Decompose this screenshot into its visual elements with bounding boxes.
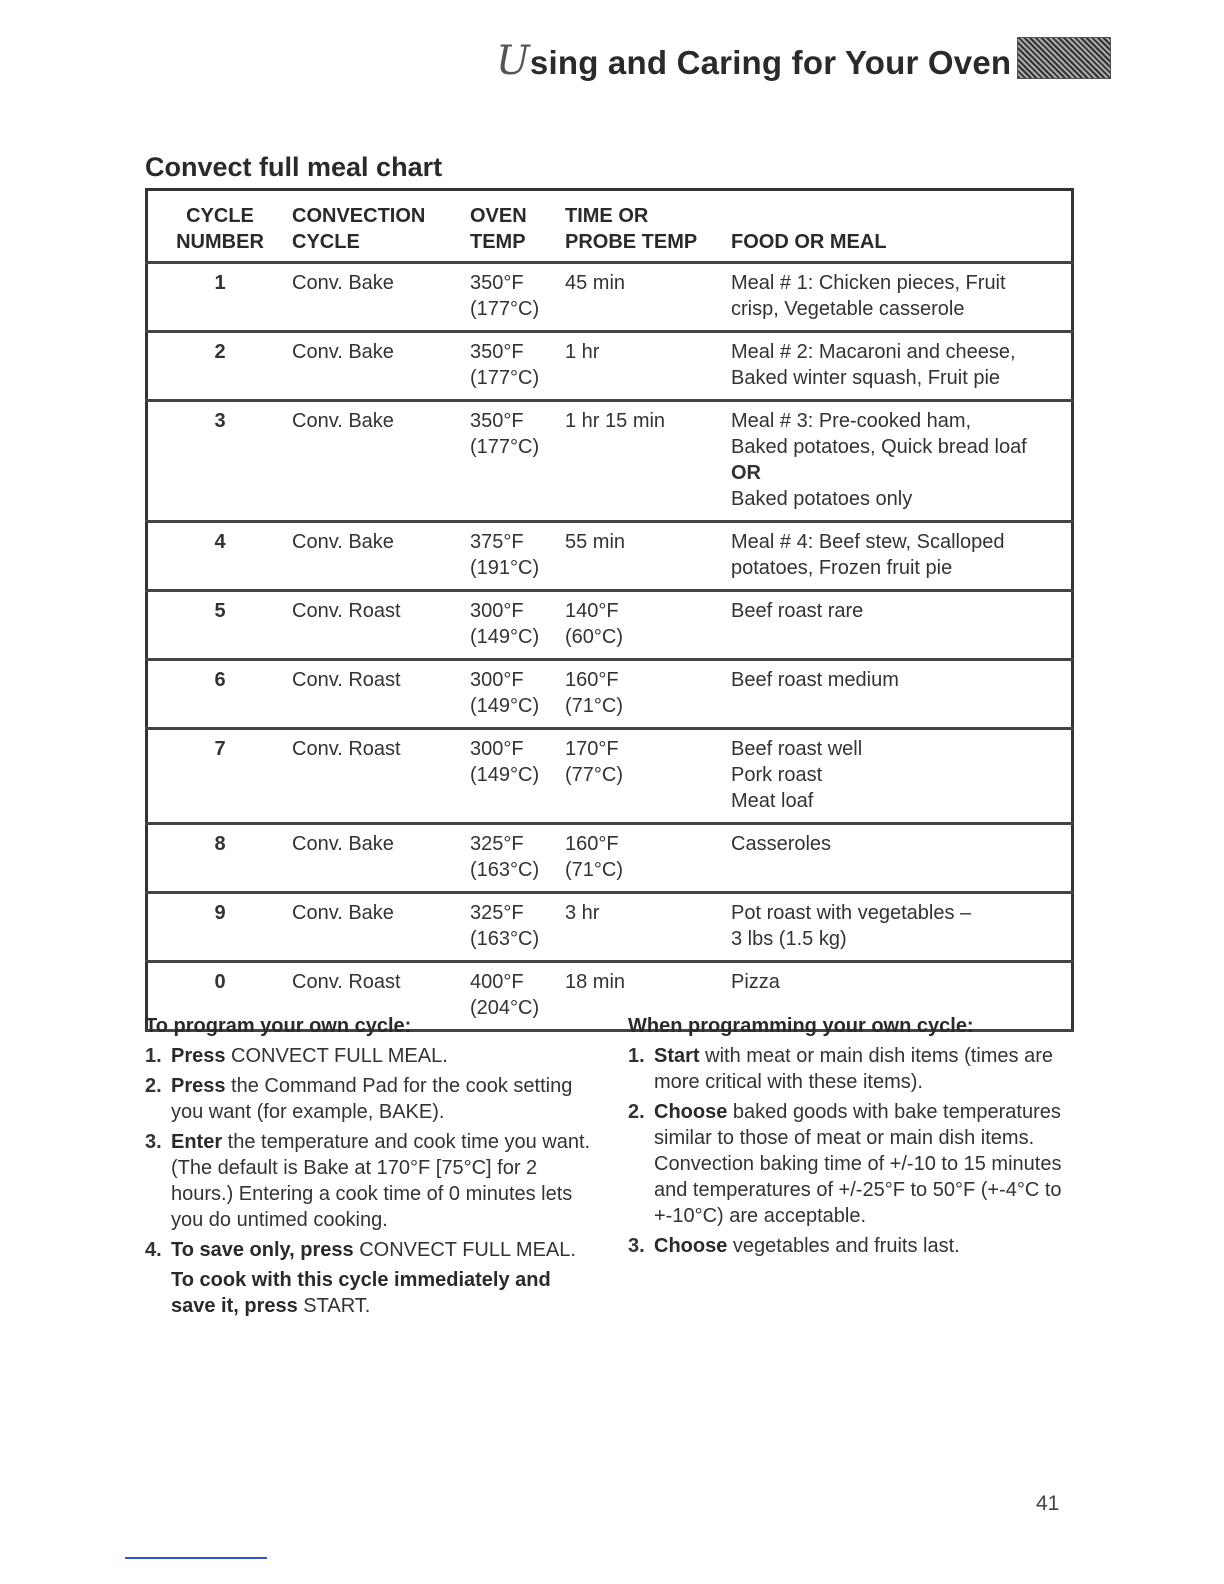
- table-row: [147, 401, 1073, 522]
- table-header-row: [147, 190, 1073, 263]
- food-line: OR: [731, 462, 761, 484]
- step-rest: the temperature and cook time you want. (The default is Bake at 170°F [75°C] for 2 hours.) Entering a cook time of 0 minutes lets you do untimed cooking.: [171, 1131, 591, 1231]
- time-line: 1 hr 15 min: [565, 410, 666, 432]
- convection-cycle: Conv. Roast: [292, 738, 401, 760]
- cycle-number: 9: [214, 902, 226, 924]
- oven-temp-line: (177°C): [470, 298, 540, 320]
- page-header-title: [496, 38, 1011, 84]
- table-row: [147, 893, 1073, 962]
- cycle-number: 2: [214, 341, 226, 363]
- time-or-probe: [565, 893, 731, 962]
- header-line: NUMBER: [176, 231, 264, 253]
- when-programming-tips: [628, 1013, 1073, 1263]
- oven-temp-line: 350°F: [470, 410, 524, 432]
- cycle-number: 7: [214, 738, 226, 760]
- time-or-probe: [565, 591, 731, 660]
- oven-temp-line: 350°F: [470, 341, 524, 363]
- step-text: [654, 1233, 960, 1259]
- step-bold: Choose: [654, 1235, 728, 1257]
- table-row: [147, 660, 1073, 729]
- oven-temp-line: 325°F: [470, 833, 524, 855]
- oven-temp: [470, 893, 565, 962]
- header-line: PROBE TEMP: [565, 231, 698, 253]
- header-line: CYCLE: [186, 205, 254, 227]
- table-row: [147, 332, 1073, 401]
- program-extra-note: [171, 1267, 595, 1319]
- convection-cycle: Conv. Roast: [292, 971, 401, 993]
- food-line: Pork roast: [731, 764, 823, 786]
- oven-temp-line: 375°F: [470, 531, 524, 553]
- table-row: [147, 591, 1073, 660]
- header-line: CYCLE: [292, 231, 360, 253]
- oven-temp-line: (177°C): [470, 367, 540, 389]
- oven-temp-line: (163°C): [470, 928, 540, 950]
- header-line: CONVECTION: [292, 205, 426, 227]
- food-or-meal: [731, 660, 1073, 729]
- brand-logo-icon: [1017, 37, 1111, 79]
- time-line: 160°F: [565, 833, 619, 855]
- program-instructions: [145, 1013, 595, 1319]
- step-item: [628, 1233, 1073, 1259]
- oven-temp-line: 400°F: [470, 971, 524, 993]
- convection-cycle: Conv. Bake: [292, 410, 394, 432]
- oven-temp: [470, 660, 565, 729]
- cycle-number: 4: [214, 531, 226, 553]
- footer-rule: [125, 1557, 267, 1559]
- cycle-number: 6: [214, 669, 226, 691]
- time-or-probe: [565, 263, 731, 332]
- step-rest: baked goods with bake temperatures similar to those of meat or main dish items. Convection baking time of +/-10 to 15 minutes and temperatures of +/-25°F to 50°F (+-4°C to +-10°C) are acceptable.: [654, 1101, 1062, 1227]
- time-line: (71°C): [565, 859, 624, 881]
- food-line: Baked potatoes, Quick bread loaf: [731, 436, 1027, 458]
- food-line: Meal # 3: Pre-cooked ham,: [731, 410, 972, 432]
- step-item: [628, 1099, 1073, 1229]
- column-header: [470, 190, 565, 263]
- food-line: crisp, Vegetable casserole: [731, 298, 965, 320]
- oven-temp: [470, 729, 565, 824]
- food-line: Meal # 2: Macaroni and cheese,: [731, 341, 1016, 363]
- step-rest: vegetables and fruits last.: [727, 1235, 960, 1257]
- food-line: Baked winter squash, Fruit pie: [731, 367, 1001, 389]
- oven-temp: [470, 263, 565, 332]
- oven-temp-line: (204°C): [470, 997, 540, 1019]
- step-number: 4.: [145, 1239, 162, 1261]
- food-line: Beef roast rare: [731, 600, 864, 622]
- table-row: [147, 263, 1073, 332]
- oven-temp-line: 300°F: [470, 600, 524, 622]
- cycle-number: 0: [214, 971, 226, 993]
- step-item: [145, 1129, 595, 1233]
- convection-cycle: Conv. Bake: [292, 272, 394, 294]
- time-line: 160°F: [565, 669, 619, 691]
- page-number: 41: [1036, 1492, 1060, 1515]
- program-heading: To program your own cycle:: [145, 1015, 412, 1037]
- oven-temp-line: (149°C): [470, 626, 540, 648]
- food-or-meal: [731, 522, 1073, 591]
- food-line: Meat loaf: [731, 790, 814, 812]
- oven-temp: [470, 824, 565, 893]
- extra-text: START.: [297, 1295, 371, 1317]
- step-number: 1.: [145, 1045, 162, 1067]
- convection-cycle: Conv. Bake: [292, 531, 394, 553]
- food-or-meal: [731, 332, 1073, 401]
- food-or-meal: [731, 401, 1073, 522]
- step-text: [654, 1099, 1073, 1229]
- step-text: [171, 1043, 448, 1069]
- oven-temp: [470, 332, 565, 401]
- step-number: 2.: [145, 1075, 162, 1097]
- oven-temp-line: (191°C): [470, 557, 540, 579]
- table-row: [147, 729, 1073, 824]
- food-line: Pot roast with vegetables –: [731, 902, 972, 924]
- title-rest: sing and Caring for Your Oven: [529, 44, 1012, 81]
- time-line: 170°F: [565, 738, 619, 760]
- step-text: [171, 1073, 595, 1125]
- step-rest: CONVECT FULL MEAL.: [353, 1239, 576, 1261]
- step-bold: Press: [171, 1045, 226, 1067]
- oven-temp-line: 325°F: [470, 902, 524, 924]
- convection-cycle: Conv. Roast: [292, 600, 401, 622]
- convect-meal-table: [145, 188, 1074, 1032]
- food-line: Meal # 1: Chicken pieces, Fruit: [731, 272, 1006, 294]
- step-item: [145, 1073, 595, 1125]
- step-rest: the Command Pad for the cook setting you want (for example, BAKE).: [171, 1075, 573, 1123]
- food-or-meal: [731, 893, 1073, 962]
- oven-temp-line: (177°C): [470, 436, 540, 458]
- food-or-meal: [731, 824, 1073, 893]
- time-line: 55 min: [565, 531, 626, 553]
- time-line: 140°F: [565, 600, 619, 622]
- step-item: [145, 1043, 595, 1069]
- header-line: OVEN: [470, 205, 527, 227]
- step-number: 2.: [628, 1101, 645, 1123]
- cycle-number: 8: [214, 833, 226, 855]
- food-line: Meal # 4: Beef stew, Scalloped: [731, 531, 1005, 553]
- column-header: [292, 190, 470, 263]
- section-title: Convect full meal chart: [145, 152, 443, 182]
- food-line: Baked potatoes only: [731, 488, 913, 510]
- time-or-probe: [565, 824, 731, 893]
- step-number: 3.: [145, 1131, 162, 1153]
- table-row: [147, 522, 1073, 591]
- food-or-meal: [731, 729, 1073, 824]
- step-text: [171, 1237, 576, 1263]
- step-number: 3.: [628, 1235, 645, 1257]
- time-or-probe: [565, 332, 731, 401]
- table-row: [147, 824, 1073, 893]
- food-or-meal: [731, 263, 1073, 332]
- oven-temp-line: (149°C): [470, 764, 540, 786]
- oven-temp-line: (163°C): [470, 859, 540, 881]
- oven-temp: [470, 522, 565, 591]
- oven-temp: [470, 401, 565, 522]
- convection-cycle: Conv. Bake: [292, 833, 394, 855]
- cycle-number: 5: [214, 600, 226, 622]
- oven-temp-line: 300°F: [470, 738, 524, 760]
- cycle-number: 3: [214, 410, 226, 432]
- time-line: 18 min: [565, 971, 626, 993]
- time-or-probe: [565, 729, 731, 824]
- food-line: Casseroles: [731, 833, 832, 855]
- cycle-number: 1: [214, 272, 226, 294]
- food-line: Beef roast well: [731, 738, 863, 760]
- step-bold: Choose: [654, 1101, 728, 1123]
- time-line: (60°C): [565, 626, 624, 648]
- header-line: TIME OR: [565, 205, 649, 227]
- food-line: Pizza: [731, 971, 780, 993]
- column-header: [731, 190, 1073, 263]
- step-bold: To save only, press: [171, 1239, 354, 1261]
- food-line: potatoes, Frozen fruit pie: [731, 557, 953, 579]
- when-heading: When programming your own cycle:: [628, 1015, 974, 1037]
- convection-cycle: Conv. Bake: [292, 341, 394, 363]
- food-or-meal: [731, 591, 1073, 660]
- step-number: 1.: [628, 1045, 645, 1067]
- step-text: [654, 1043, 1073, 1095]
- column-header: [565, 190, 731, 263]
- step-text: [171, 1129, 595, 1233]
- time-line: 3 hr: [565, 902, 600, 924]
- step-rest: CONVECT FULL MEAL.: [225, 1045, 448, 1067]
- oven-temp-line: 350°F: [470, 272, 524, 294]
- oven-temp-line: (149°C): [470, 695, 540, 717]
- step-item: [145, 1237, 595, 1263]
- step-bold: Start: [654, 1045, 700, 1067]
- header-line: TEMP: [470, 231, 526, 253]
- food-line: Beef roast medium: [731, 669, 899, 691]
- oven-temp: [470, 591, 565, 660]
- convection-cycle: Conv. Roast: [292, 669, 401, 691]
- time-line: 1 hr: [565, 341, 600, 363]
- time-line: (71°C): [565, 695, 624, 717]
- title-initial: U: [496, 38, 530, 84]
- time-line: 45 min: [565, 272, 626, 294]
- oven-temp-line: 300°F: [470, 669, 524, 691]
- column-header: [147, 190, 293, 263]
- step-bold: Press: [171, 1075, 226, 1097]
- step-rest: with meat or main dish items (times are more critical with these items).: [654, 1045, 1054, 1093]
- time-or-probe: [565, 401, 731, 522]
- step-item: [628, 1043, 1073, 1095]
- header-line: FOOD OR MEAL: [731, 231, 887, 253]
- time-or-probe: [565, 522, 731, 591]
- step-bold: Enter: [171, 1131, 223, 1153]
- time-or-probe: [565, 660, 731, 729]
- food-line: 3 lbs (1.5 kg): [731, 928, 847, 950]
- extra-bold: To cook with this cycle immediately and save it, press: [171, 1269, 551, 1317]
- convection-cycle: Conv. Bake: [292, 902, 394, 924]
- time-line: (77°C): [565, 764, 624, 786]
